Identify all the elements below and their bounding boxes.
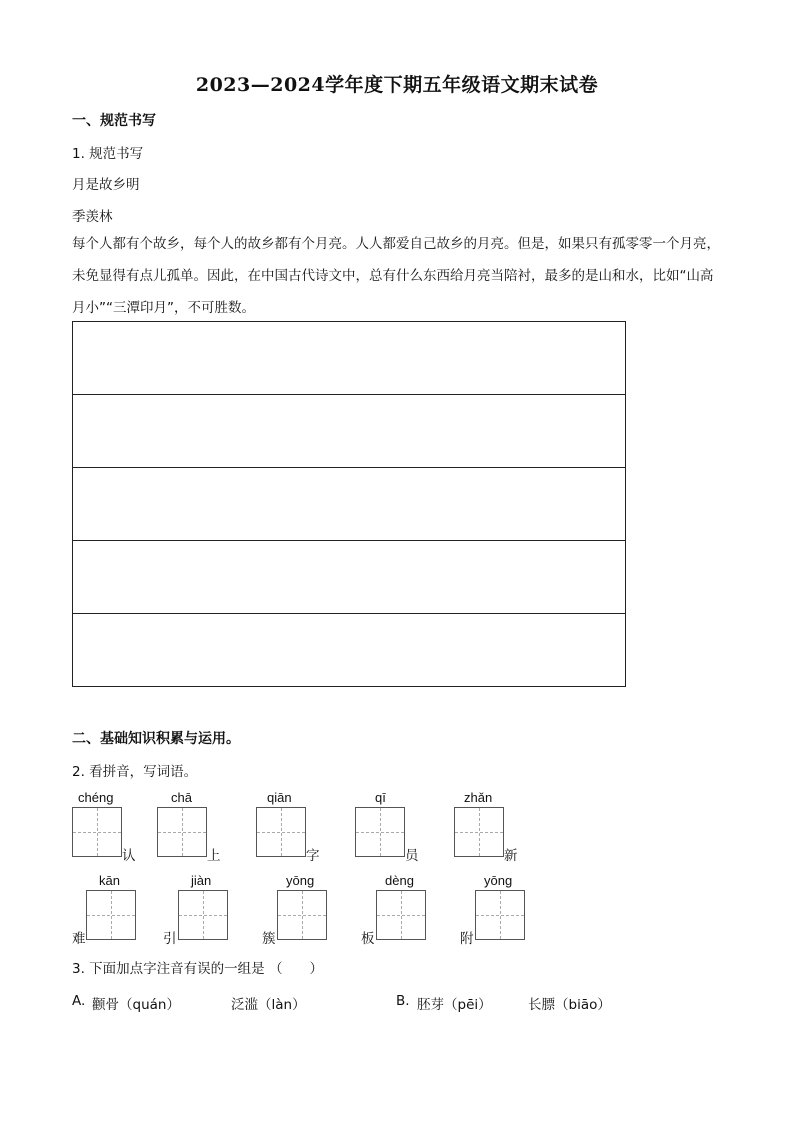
tianzige-box[interactable]	[86, 890, 136, 940]
pinyin-label: yōng	[484, 873, 513, 888]
section-heading-2: 二、基础知识积累与运用。	[72, 731, 240, 747]
pinyin-label: jiàn	[191, 873, 212, 888]
pinyin-label: kān	[99, 873, 120, 888]
word-character: 字	[306, 848, 320, 864]
pinyin-label: qiān	[267, 790, 292, 805]
tianzige-box[interactable]	[475, 890, 525, 940]
question-1-label: 1. 规范书写	[72, 146, 144, 162]
tianzige-box[interactable]	[72, 807, 122, 857]
word-character: 上	[207, 848, 221, 864]
pinyin-label: chéng	[78, 790, 114, 805]
pinyin-label: yōng	[286, 873, 315, 888]
passage-text: 每个人都有个故乡，每个人的故乡都有个月亮。人人都爱自己故乡的月亮。但是，如果只有孤零零一个月亮，未免显得有点儿孤单。因此，在中国古代诗文中，总有什么东西给月亮当陪衬，最多的是山和水，比如“山高月小”“三潭印月”，不可胜数。	[72, 236, 720, 316]
word-character: 新	[504, 848, 518, 864]
question-2-label: 2. 看拼音，写词语。	[72, 764, 198, 780]
pinyin-label: zhǎn	[464, 790, 493, 805]
word-character: 引	[163, 931, 177, 947]
tianzige-box[interactable]	[355, 807, 405, 857]
passage-title: 月是故乡明	[72, 177, 140, 193]
pinyin-label: qī	[375, 790, 386, 805]
writing-row[interactable]	[73, 468, 625, 541]
word-character: 板	[361, 931, 375, 947]
option-a-item-1: 颧骨（quán）	[92, 997, 180, 1013]
page-title: 2023—2024学年度下期五年级语文期末试卷	[195, 74, 599, 96]
word-character: 附	[460, 931, 474, 947]
writing-row[interactable]	[73, 614, 625, 687]
pinyin-label: chā	[171, 790, 192, 805]
section-heading-1: 一、规范书写	[72, 113, 156, 129]
tianzige-box[interactable]	[454, 807, 504, 857]
option-a-label[interactable]: A.	[72, 993, 86, 1009]
writing-row[interactable]	[73, 541, 625, 614]
option-b-label[interactable]: B.	[396, 993, 410, 1009]
word-character: 簇	[262, 931, 276, 947]
word-character: 员	[405, 848, 419, 864]
writing-grid[interactable]	[72, 321, 626, 687]
tianzige-box[interactable]	[157, 807, 207, 857]
tianzige-box[interactable]	[256, 807, 306, 857]
option-b-item-2: 长膘（biāo）	[528, 997, 611, 1013]
passage-author: 季羡林	[72, 209, 113, 225]
tianzige-box[interactable]	[277, 890, 327, 940]
option-a-item-2: 泛滥（làn）	[231, 997, 306, 1013]
word-character: 认	[122, 848, 136, 864]
writing-row[interactable]	[73, 395, 625, 468]
tianzige-box[interactable]	[376, 890, 426, 940]
question-3-label: 3. 下面加点字注音有误的一组是 （ ）	[72, 961, 323, 977]
pinyin-label: dèng	[385, 873, 414, 888]
option-b-item-1: 胚芽（pēi）	[417, 997, 492, 1013]
writing-row[interactable]	[73, 322, 625, 395]
word-character: 难	[72, 931, 86, 947]
tianzige-box[interactable]	[178, 890, 228, 940]
